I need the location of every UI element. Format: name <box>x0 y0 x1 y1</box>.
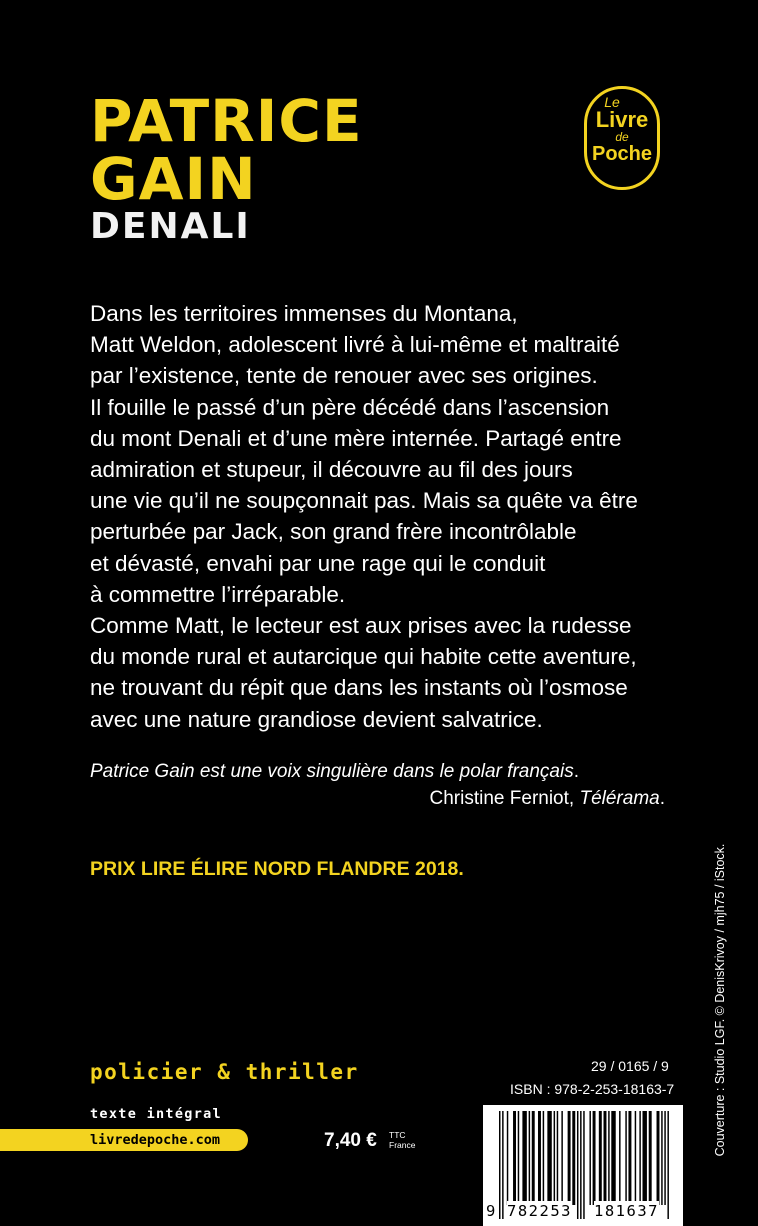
back-cover-summary <box>90 298 690 735</box>
barcode-bar <box>625 1111 626 1205</box>
quote-source: Télérama <box>579 788 660 809</box>
book-title: DENALI <box>90 206 251 247</box>
summary-line: Il fouille le passé d’un père décédé dans l’ascension <box>90 394 610 420</box>
isbn: ISBN : 978-2-253-18163-7 <box>510 1081 675 1097</box>
barcode-bar <box>513 1111 516 1205</box>
author-line-1: PATRICE <box>90 87 363 155</box>
barcode-bar <box>599 1111 602 1205</box>
barcode-digits <box>483 1201 683 1223</box>
prize-award: PRIX LIRE ÉLIRE NORD FLANDRE 2018. <box>90 858 464 880</box>
barcode-bar <box>572 1111 575 1205</box>
barcode-bar <box>532 1111 535 1205</box>
quote-line <box>90 758 665 785</box>
quote-author: Christine Ferniot, <box>429 788 580 809</box>
price-tax-note <box>389 1131 419 1150</box>
collection-label: policier & thriller <box>90 1060 359 1084</box>
summary-line: avec une nature grandiose devient salvatrice. <box>90 706 543 732</box>
barcode-bar <box>657 1111 660 1205</box>
price-country: France <box>389 1139 416 1150</box>
barcode <box>483 1105 683 1226</box>
quote-attribution <box>90 785 665 812</box>
barcode-bar <box>639 1111 640 1205</box>
barcode-bar <box>664 1111 665 1205</box>
price-ttc: TTC <box>389 1130 406 1140</box>
barcode-bar <box>561 1111 562 1205</box>
author-name <box>90 87 363 213</box>
barcode-bar <box>608 1111 609 1205</box>
barcode-bar <box>529 1111 530 1205</box>
website-link[interactable]: livredepoche.com <box>0 1129 248 1151</box>
summary-line: par l’existence, tente de renouer avec ses origines. <box>90 363 598 389</box>
barcode-bar <box>589 1111 590 1205</box>
barcode-bar <box>557 1111 558 1205</box>
product-code: 29 / 0165 / 9 <box>591 1058 669 1074</box>
barcode-bar <box>522 1111 526 1205</box>
barcode-first-digit: 9 <box>486 1202 496 1220</box>
cover-credit <box>700 812 740 1188</box>
barcode-bar <box>593 1111 596 1205</box>
summary-line: du monde rural et autarcique qui habite cette aventure, <box>90 644 637 670</box>
summary-line: du mont Denali et d’une mère internée. Partagé entre <box>90 425 622 451</box>
summary-line: Matt Weldon, adolescent livré à lui-même et maltraité <box>90 332 620 358</box>
quote-source-end: . <box>659 788 665 809</box>
summary-line: et dévasté, envahi par une rage qui le conduit <box>90 550 546 576</box>
barcode-bar <box>661 1111 662 1205</box>
summary-line: ne trouvant du répit que dans les instants où l’osmose <box>90 675 628 701</box>
barcode-bar <box>628 1111 631 1205</box>
barcode-bar <box>554 1111 555 1205</box>
edition-label: texte intégral <box>90 1106 222 1122</box>
barcode-group-2: 181637 <box>594 1202 659 1220</box>
barcode-bar <box>547 1111 551 1205</box>
summary-line: perturbée par Jack, son grand frère incontrôlable <box>90 519 577 545</box>
author-line-2: GAIN <box>90 145 257 213</box>
publisher-logo: Le Livre de Poche <box>584 86 660 190</box>
barcode-bar <box>635 1111 636 1205</box>
quote-end: . <box>573 761 579 782</box>
barcode-bar <box>507 1111 508 1205</box>
summary-line: à commettre l’irréparable. <box>90 581 346 607</box>
cover-credit-text: Couverture : Studio LGF. © DenisKrivoy / mjh75 / iStock. <box>713 843 727 1157</box>
barcode-bar <box>642 1111 646 1205</box>
press-quote <box>90 758 665 812</box>
barcode-bar <box>649 1111 652 1205</box>
quote-text: Patrice Gain est une voix singulière dans le polar français <box>90 761 574 782</box>
barcode-bar <box>518 1111 519 1205</box>
barcode-bar <box>604 1111 607 1205</box>
barcode-bar <box>619 1111 620 1205</box>
barcode-bar <box>568 1111 571 1205</box>
barcode-group-1: 782253 <box>507 1202 572 1220</box>
summary-line: une vie qu’il ne soupçonnait pas. Mais sa quête va être <box>90 488 638 514</box>
summary-line: Dans les territoires immenses du Montana, <box>90 301 518 326</box>
barcode-bar <box>543 1111 544 1205</box>
price: 7,40 € <box>324 1130 377 1151</box>
summary-line: Comme Matt, le lecteur est aux prises avec la rudesse <box>90 613 632 639</box>
summary-line: admiration et stupeur, il découvre au fil des jours <box>90 457 573 483</box>
barcode-bar <box>538 1111 541 1205</box>
barcode-bar <box>611 1111 615 1205</box>
